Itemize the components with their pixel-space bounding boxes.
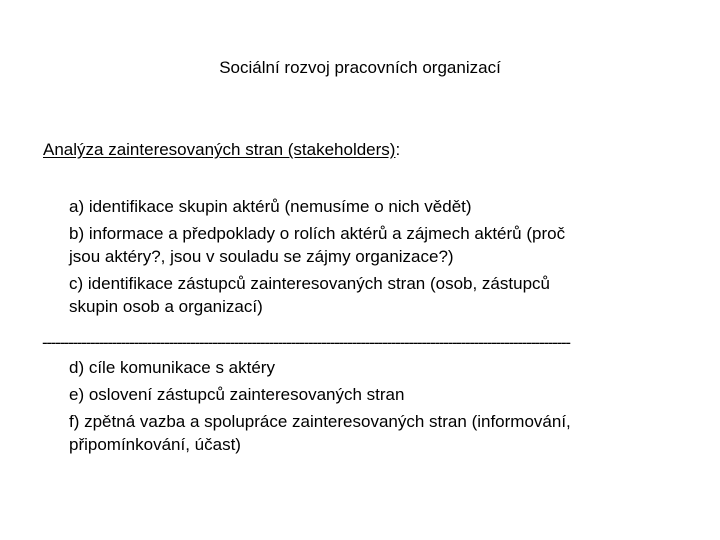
list-item-line: f) zpětná vazba a spolupráce zainteresovaných stran (informování,: [69, 412, 571, 431]
list-item-line: připomínkování, účast): [69, 435, 241, 454]
list-item-line: b) informace a předpoklady o rolích aktérů a zájmech aktérů (proč: [69, 224, 566, 243]
item-list-top: [69, 195, 689, 322]
list-item-line: e) oslovení zástupců zainteresovaných stran: [69, 385, 405, 404]
section-heading: [43, 139, 400, 161]
dashed-separator: -------------------------------------------------------------------------------------------------------------------------: [42, 333, 570, 352]
item-list-bottom: [69, 356, 709, 460]
list-item-e: [69, 383, 709, 406]
list-item-d: [69, 356, 709, 379]
list-item-line: skupin osob a organizací): [69, 297, 263, 316]
slide-title: Sociální rozvoj pracovních organizací: [219, 58, 501, 77]
list-item-line: jsou aktéry?, jsou v souladu se zájmy organizace?): [69, 247, 454, 266]
list-item-c: [69, 272, 689, 318]
list-item-line: c) identifikace zástupců zainteresovaných stran (osob, zástupců: [69, 274, 550, 293]
list-item-b: [69, 222, 689, 268]
section-heading-colon: :: [395, 140, 401, 159]
section-heading-text: Analýza zainteresovaných stran (stakeholders): [43, 140, 396, 159]
list-item-line: a) identifikace skupin aktérů (nemusíme o nich vědět): [69, 197, 472, 216]
list-item-line: d) cíle komunikace s aktéry: [69, 358, 275, 377]
list-item-f: [69, 410, 709, 456]
list-item-a: [69, 195, 689, 218]
